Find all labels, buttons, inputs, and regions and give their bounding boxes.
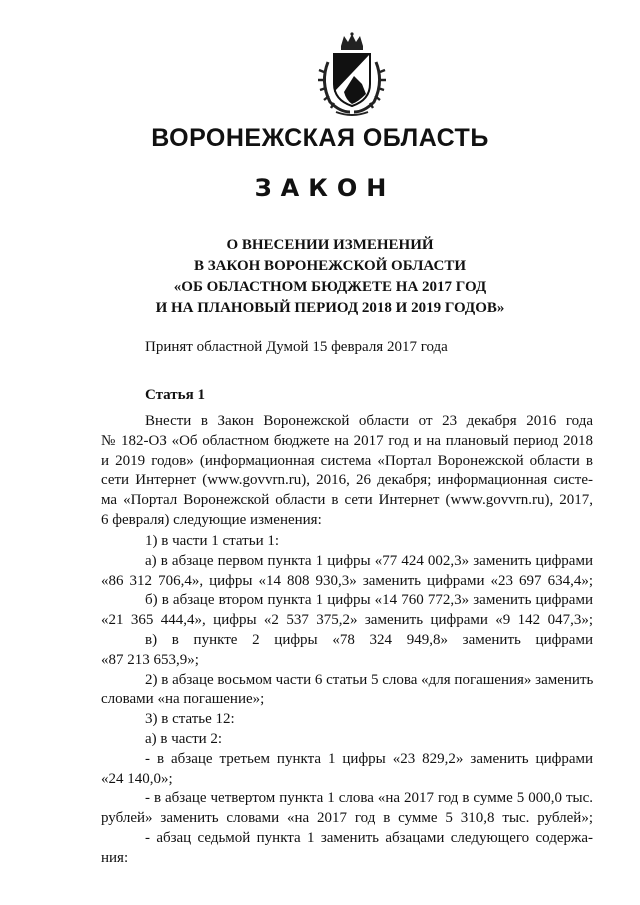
text-line: б) в абзаце втором пункта 1 цифры «14 760 772,3» заменить цифрами (145, 592, 593, 609)
text-line: «86 312 706,4», цифры «14 808 930,3» заменить цифрами «23 697 634,4»; (101, 572, 593, 589)
law-title (60, 235, 600, 319)
text-line: в) в пункте 2 цифры «78 324 949,8» заменить цифрами (145, 631, 593, 648)
text-line: а) в части 2: (145, 730, 223, 747)
law-title-line: И НА ПЛАНОВЫЙ ПЕРИОД 2018 И 2019 ГОДОВ» (155, 300, 505, 316)
region-title: ВОРОНЕЖСКАЯ ОБЛАСТЬ (151, 124, 489, 152)
article-heading: Статья 1 (145, 387, 205, 403)
text-line: 3) в статье 12: (145, 711, 235, 728)
document-type: ЗАКОН (254, 174, 396, 202)
crown-icon (341, 32, 363, 50)
text-line: «21 365 444,4», цифры «2 537 375,2» заменить цифрами «9 142 047,3»; (101, 612, 593, 629)
text-line: «87 213 653,9»; (101, 651, 199, 668)
text-line: 6 февраля) следующие изменения: (101, 511, 322, 528)
text-line: - абзац седьмой пункта 1 заменить абзацами следующего содержа- (145, 829, 593, 846)
text-line: а) в абзаце первом пункта 1 цифры «77 424 002,3» заменить цифрами (145, 552, 593, 569)
adoption-note: Принят областной Думой 15 февраля 2017 года (145, 339, 448, 355)
coat-of-arms-emblem (314, 32, 390, 116)
text-line: 2) в абзаце восьмом части 6 статьи 5 слова «для погашения» заменить (145, 671, 594, 688)
text-line: - в абзаце четвертом пункта 1 слова «на 2017 год в сумме 5 000,0 тыс. (145, 790, 593, 807)
text-line: сети Интернет (www.govvrn.ru), 2016, 26 декабря; информационная систе- (101, 472, 593, 489)
shield-icon (334, 54, 370, 106)
text-line: ма «Портал Воронежской области в сети Интернет (www.govvrn.ru), 2017, (101, 492, 593, 509)
article-intro (101, 412, 593, 531)
text-line: Внести в Закон Воронежской области от 23 декабря 2016 года (145, 413, 593, 429)
text-line: и 2019 годов» (информационная система «Портал Воронежской области в (101, 452, 593, 469)
amendments-list (101, 532, 593, 869)
text-line: рублей» заменить словами «на 2017 год в сумме 5 310,8 тыс. рублей»; (101, 810, 593, 827)
law-title-line: В ЗАКОН ВОРОНЕЖСКОЙ ОБЛАСТИ (193, 258, 467, 274)
law-title-line: «ОБ ОБЛАСТНОМ БЮДЖЕТЕ НА 2017 ГОД (173, 279, 487, 295)
text-line: № 182-ОЗ «Об областном бюджете на 2017 год и на плановый период 2018 (101, 432, 593, 449)
text-line: ния: (101, 849, 129, 866)
text-line: 1) в части 1 статьи 1: (145, 533, 280, 549)
text-line: словами «на погашение»; (101, 691, 265, 708)
text-line: «24 140,0»; (101, 770, 173, 787)
law-title-line: О ВНЕСЕНИИ ИЗМЕНЕНИЙ (226, 237, 434, 253)
text-line: - в абзаце третьем пункта 1 цифры «23 829,2» заменить цифрами (145, 750, 593, 767)
